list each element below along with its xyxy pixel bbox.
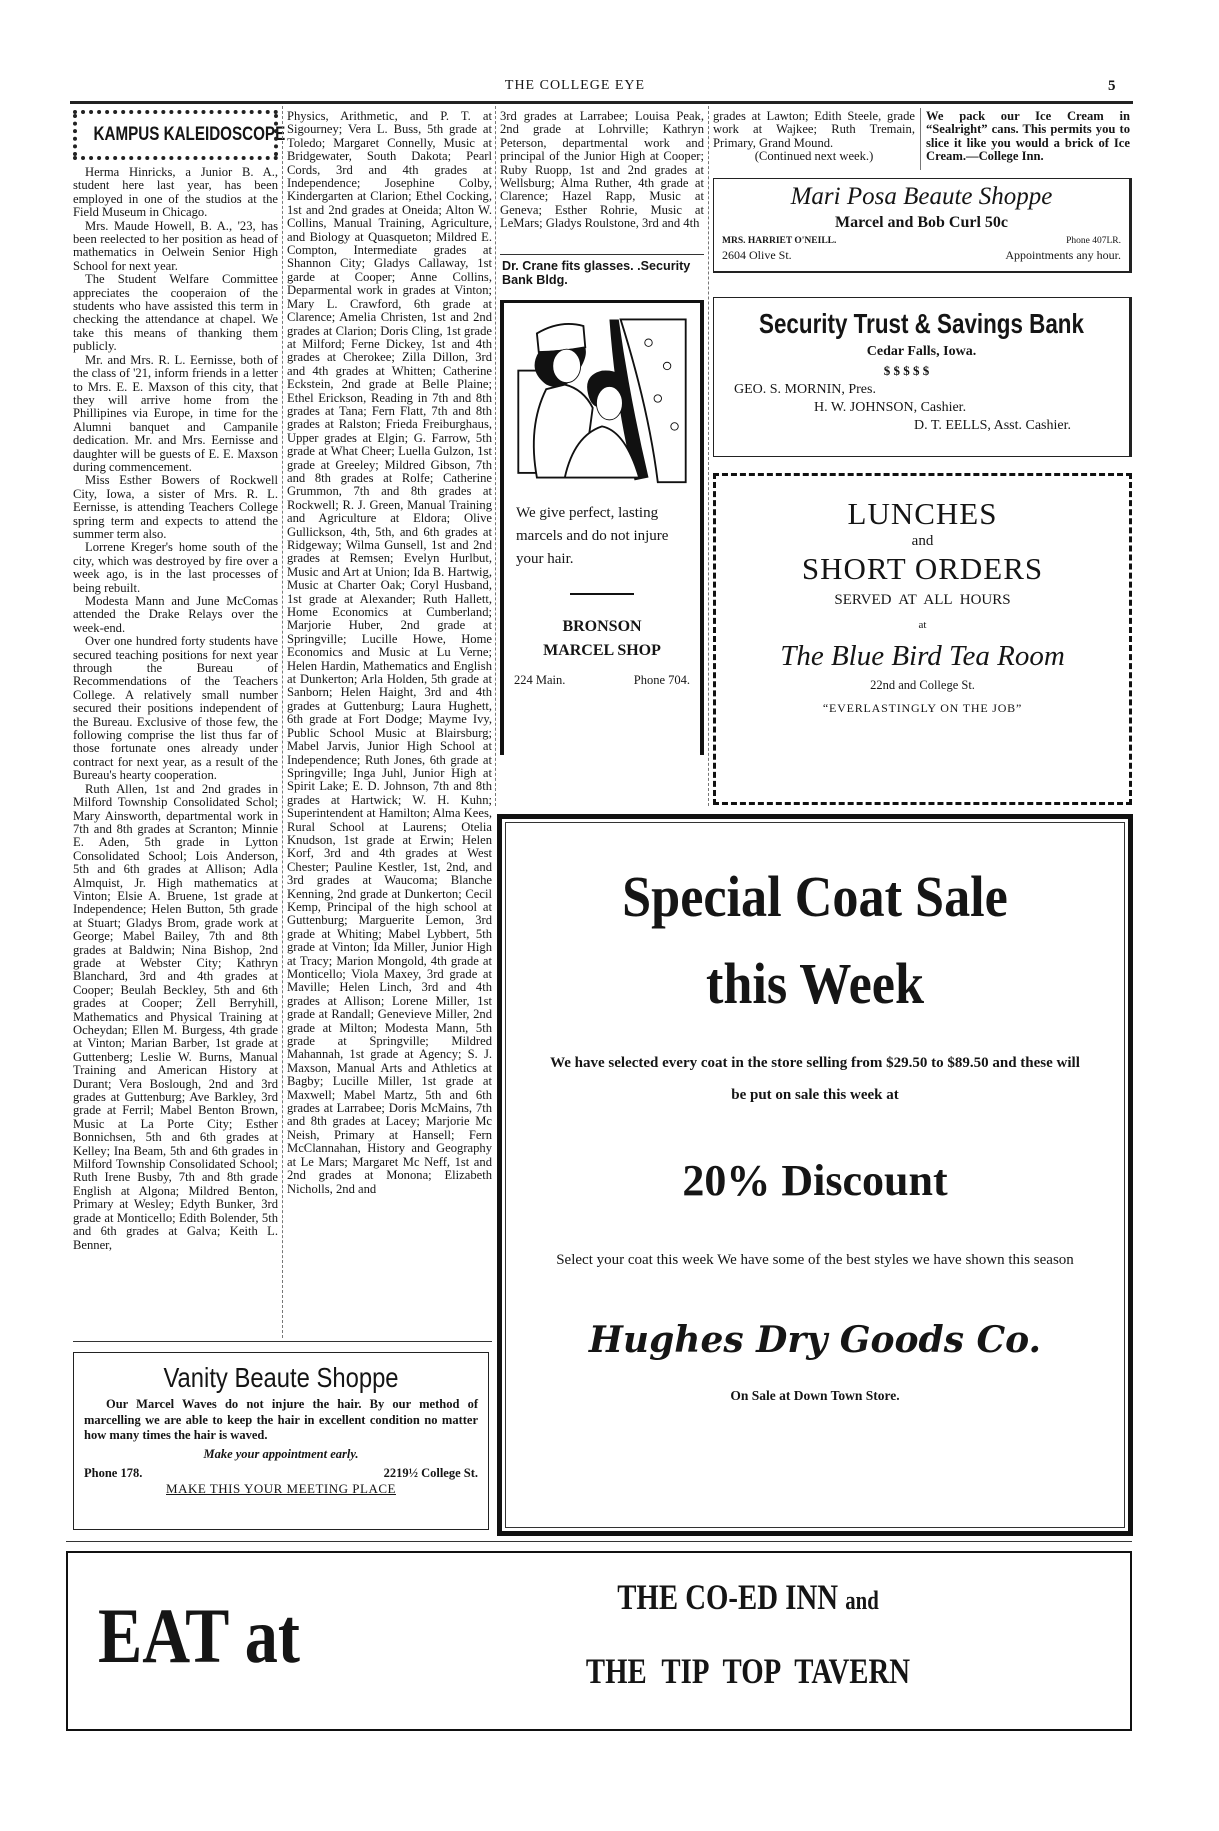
bank-cashier: H. W. JOHNSON, Cashier. — [814, 400, 967, 415]
eat-at-text: EAT at — [98, 1592, 301, 1679]
dr-crane-notice: Dr. Crane fits glasses. .Security Bank Bldg. — [502, 259, 691, 287]
continued-note: (Continued next week.) — [754, 149, 874, 164]
column-divider — [920, 108, 921, 170]
news-paragraph: Ruth Allen, 1st and 2nd grades in Milford Township Consolidated Schol; Mary Ainsworth, departmental work in 7th and 8th grades at Scranton; Minnie E. Aden, 5th grade in Lytton Consolidated School; Lois Anderson, 5th and 6th grades at Allison; Adla Almquist, Jr. High mathematics at Vinton; Elsie A. Bruene, 1st grade at Independence; Helen Button, 5th grade at Stuart; Gladys Brom, grade work at George; Mabel Bailey, 7th and 8th grades at Baldwin; Nina Bishop, 2nd grade at Webster City; Kathryn Blanchard, 3rd and 4th grades at Cooper; Beulah Beckley, 5th and 6th grades at Cooper; Zell Berryhill, Mathematics and Physical Training at Ocheydan; Ellen M. Burgess, 4th grade at Vinton; Marian Barber, 1st grade at Guttenberg; Leslie W. Burns, Manual Training and American History at Durant; Vera Boslough, 2nd and 3rd grades at Guttenburg; Ave Barkley, 3rd grade at Ferril; Mabel Benton Brown, Music at La Porte City; Esther Bonnichsen, 5th and 6th grades at Kelley; Ina Beam, 5th and 6th grades in Milford Township Consolidated School; Ruth Irene Busby, 7th and 8th grade English at Algona; Mildred Benton, Primary at Wesley; Edyth Bunker, 3rd grade at Monticello; Edith Bolender, 5th and 6th grades at Galva; Keith L. Benner, — [73, 781, 278, 1252]
column-teacher-list-end — [713, 110, 915, 164]
tip-top-tavern: THE TIP TOP TAVERN — [585, 1651, 911, 1691]
newspaper-title: THE COLLEGE EYE — [504, 78, 646, 93]
co-ed-inn-line — [540, 1575, 956, 1623]
page-number: 5 — [1108, 78, 1116, 94]
bronson-contact — [504, 663, 700, 688]
bank-location: Cedar Falls, Iowa. — [866, 344, 977, 359]
bronson-phone: Phone 704. — [633, 673, 690, 687]
discount-headline: 20% Discount — [682, 1156, 948, 1205]
rule — [500, 254, 704, 255]
coat-sale-ad — [497, 814, 1133, 1536]
served-text: SERVED AT ALL HOURS — [834, 592, 1011, 608]
mari-posa-owner: MRS. HARRIET O'NEILL. — [722, 236, 837, 246]
masthead — [0, 78, 1219, 98]
coat-sale-subheadline: this Week — [705, 951, 925, 1016]
bank-president: GEO. S. MORNIN, Pres. — [734, 382, 876, 397]
lunches-heading: LUNCHES — [847, 496, 998, 531]
bronson-marcel-ad — [500, 300, 704, 755]
co-ed-inn: THE CO-ED INN — [617, 1577, 839, 1617]
rule — [570, 593, 634, 595]
column-divider — [495, 106, 496, 806]
bronson-name-1: BRONSON — [562, 618, 642, 635]
short-orders-heading: SHORT ORDERS — [801, 551, 1044, 586]
top-rule — [70, 101, 1133, 104]
bank-asst-cashier: D. T. EELLS, Asst. Cashier. — [914, 418, 1071, 433]
and-text: and — [845, 1586, 879, 1615]
news-paragraph: Mr. and Mrs. R. L. Eernisse, both of the class of '21, inform friends in a letter to Mrs. E. E. Maxson of this city, that they will arrive home from the Phillipines via Europe, in time for the Alumni banquet and Campanile dedication. Mr. and Mrs. Eernisse and daughter will be guests of E. E. Maxson during commencement. — [73, 352, 278, 474]
mari-posa-ad — [713, 178, 1132, 273]
column-divider — [282, 106, 283, 1338]
rule — [73, 1341, 492, 1342]
news-paragraph: The Student Welfare Committee appreciates the cooperaion of the students who have assisted this term in checking the attendance at chapel. We take this means of thanking them publicly. — [73, 272, 278, 354]
bronson-name-2: MARCEL SHOP — [543, 642, 661, 659]
column-teacher-list — [287, 110, 492, 1196]
coat-sale-headline: Special Coat Sale — [622, 864, 1008, 929]
column-teacher-list-cont — [500, 110, 704, 231]
news-paragraph: Over one hundred forty students have secured teaching positions for next year through the Bureau of Recommendations of the Teachers College. A relatively small number secured their positions independent of the Bureau. Exclusive of those few, the following comprise the list thus far of those fortunate ones already under contract for next year, as a result of the Bureau's hearty cooperation. — [73, 634, 278, 783]
eat-at-ad — [66, 1551, 1132, 1731]
and-text: and — [911, 533, 934, 549]
vanity-address: 2219½ College St. — [383, 1465, 478, 1480]
bronson-tagline: We give perfect, lasting marcels and do not injure your hair. — [516, 505, 669, 567]
news-paragraph: grades at Lawton; Edith Steele, grade work at Wajkee; Ruth Tremain, Primary, Grand Mound. — [713, 109, 915, 150]
rule — [66, 1541, 1132, 1542]
at-text: at — [918, 619, 927, 631]
vanity-appointment: Make your appointment early. — [203, 1446, 359, 1461]
vanity-phone: Phone 178. — [84, 1465, 143, 1480]
news-paragraph: 3rd grades at Larrabee; Louisa Peak, 2nd grade at Lohrville; Kathryn Peterson, departmental work and principal of the Junior High at Cooper; Ruby Ruopp, 1st and 2nd grades at Wellsburg; Alma Ruther, 4th grade at Clarence; Hazel Rapp, Music at Geneva; Esther Rohrie, Music at LeMars; Gladys Roulstone, 3rd and 4th — [500, 109, 704, 231]
bronson-address: 224 Main. — [514, 673, 566, 687]
blue-bird-tea-room-ad — [713, 473, 1132, 805]
coat-sale-location: On Sale at Down Town Store. — [730, 1388, 900, 1403]
mari-posa-hours: Appointments any hour. — [1005, 248, 1121, 262]
column-divider — [708, 106, 709, 806]
news-paragraph: Mrs. Maude Howell, B. A., '23, has been reelected to her position as head of mathematics in Oelwein Senior High School for next year. — [73, 218, 278, 273]
mari-posa-address: 2604 Olive St. — [722, 248, 792, 262]
coat-sale-select-text: Select your coat this week We have some of the best styles we have shown this season — [556, 1252, 1074, 1268]
mari-posa-phone: Phone 407LR. — [1066, 236, 1121, 246]
tea-room-slogan: “EVERLASTINGLY ON THE JOB” — [822, 701, 1023, 715]
security-bank-ad — [713, 297, 1132, 457]
section-heading: KAMPUS KALEIDOSCOPE — [93, 124, 286, 145]
news-paragraph: Physics, Arithmetic, and P. T. at Sigourney; Vera L. Buss, 5th grade at Toledo; Margaret Connelly, Music at Bridgewater, South Dakota; Pearl Cords, 3rd and 4th grades at Independence; Josephine Colby, Kindergarten at Clarion; Ethel Cocking, 1st and 2nd grades at Oneida; Alton W. Collins, Manual Training, Agriculture, and Biology at Quasqueton; Mildred E. Compton, Intermediate grades at Shannon City; Gladys Callaway, 1st garde at Cooper; Anne Collins, Deparmental work in grades at Vinton; Mary L. Crawford, 6th grade at Clarence; Amelia Christen, 1st and 2nd grades at Clarion; Doris Cling, 1st grade at Milford; Ferne Dickey, 1st and 4th grades at Cherokee; Zilla Dillon, 3rd and 4th grades at Whitten; Catherine Eckstein, 2nd grade at Belle Plaine; Ethel Erickson, Reading in 7th and 8th grades at Tana; Fern Flatt, 7th and 8th grades at Ralston; Frieda Freiburghaus, Upper grades at Elgin; G. Farrow, 5th grade at What Cheer; Luella Gulzon, 1st grade at Greeley; Mildred Gibson, 7th and 8th grades at Rolfe; Catherine Grummon, 7th and 8th grades at Rockwell; R. J. Green, Manual Training and Agriculture at Eldora; Olive Gullickson, 4th, 5th, and 6th grades at Ridgeway; Wilma Gunsell, 1st and 2nd grades at Remsen; Evelyn Hurlbut, Music and Art at Union; Ida B. Hartwig, Music at Charter Oak; Coryl Husband, 1st grade at Alexander; Ruth Hallett, Home Economics at Cumberland; Marjorie Huber, 2nd grade at Springville; Lucille Howe, Home Economics and Music at Lu Verne; Helen Hardin, Mathematics and English at Dunkerton; Arla Holden, 5th grade at Sanborn; Helen Haight, 3rd and 4th grades at Guttenburg; Laura Hughett, 6th grade at Fort Dodge; Mayme Ivy, Public School Music at Blairsburg; Mabel Jarvis, Junior High School at Independence; Ruth Jones, 6th grade at Springville; Inga Juhl, Junior High at Spirit Lake; E. D. Johnson, 7th and 8th grades at Hartwick; W. H. Kuhn; Superintendent at Hamilton; Alma Kees, Rural School at Laurens; Otelia Knudson, 1st grade at Erwin; Helen Korf, 3rd and 4th grades at West Chester; Pauline Kestler, 1st, 2nd, and 3rd grades at Waucoma; Blanche Kenning, 2nd grade at Dunkerton; Cecil Kemp, Principal of the high school at Guttenburg; Marguerite Lemon, 3rd grade at Whiting; Mabel Lybbert, 5th grade at Vinton; Ida Miller, Junior High at Tracy; Marion Mongold, 4th grade at Monticello; Viola Maxey, 3rd grade at Maville; Helen Linch, 3rd and 4th grades at Allison; Lorene Miller, 1st grade at Randall; Genevieve Miller, 2nd grade at Milton; Modesta Mann, 5th grade at Springville; Mildred Mahannah, 1st grade at Agency; S. J. Maxson, Manual Arts and Athletics at Bagby; Lucille Miller, 1st grade at Maxwell; Mabel Martz, 5th and 6th grades at Larrabee; Doris McMains, 7th and 8th grades at Lacey; Marjorie Mc Neish, Primary at Hansell; Fern McClannahan, History and Geography at Le Mars; Margaret Mc Neff, 1st and 2nd grades at Monona; Elizabeth Nicholls, 2nd and — [287, 109, 492, 1196]
mari-posa-title: Mari Posa Beaute Shoppe — [790, 183, 1053, 210]
news-paragraph: Herma Hinricks, a Junior B. A., student here last year, has been employed in one of the studios at the Field Museum in Chicago. — [73, 165, 278, 220]
mari-posa-row1 — [714, 233, 1129, 248]
news-paragraph: Modesta Mann and June McComas attended the Drake Relays over the week-end. — [73, 594, 278, 635]
bank-dollars: $ $ $ $ $ — [883, 363, 930, 378]
vanity-body: Our Marcel Waves do not injure the hair. By our method of marcelling we are able to keep the hair in excellent condition no matter how many times the hair is waved. — [84, 1397, 478, 1442]
news-paragraph: Miss Esther Bowers of Rockwell City, Iowa, a sister of Mrs. R. L. Eernisse, is attending Teachers College spring term and expects to attend the summer term also. — [73, 473, 278, 541]
column-kampus-kaleidoscope — [73, 108, 286, 1252]
mari-posa-subtitle: Marcel and Bob Curl 50c — [834, 214, 1009, 231]
vanity-contact — [74, 1465, 488, 1481]
vanity-beaute-ad — [73, 1352, 489, 1530]
hughes-dry-goods-logo: Hughes Dry Goods Co. — [588, 1319, 1042, 1361]
salon-illustration — [509, 311, 695, 486]
tea-room-address: 22nd and College St. — [870, 678, 975, 692]
section-heading-box — [73, 110, 286, 160]
coat-sale-body: We have selected every coat in the store selling from $29.50 to $89.50 and these will be put on sale this week at — [550, 1055, 1080, 1103]
mari-posa-row2 — [714, 248, 1129, 263]
tea-room-name: The Blue Bird Tea Room — [780, 640, 1065, 672]
vanity-slogan: MAKE THIS YOUR MEETING PLACE — [166, 1480, 396, 1496]
ice-cream-notice: We pack our Ice Cream in “Sealright” cans. This permits you to slice it like you would a brick of Ice Cream.—College Inn. — [926, 109, 1130, 164]
vanity-title: Vanity Beaute Shoppe — [163, 1362, 399, 1393]
news-paragraph: Lorrene Kreger's home south of the city, which was destroyed by fire over a week ago, is in the last processes of being rebuilt. — [73, 540, 278, 595]
bank-name: Security Trust & Savings Bank — [759, 308, 1084, 339]
